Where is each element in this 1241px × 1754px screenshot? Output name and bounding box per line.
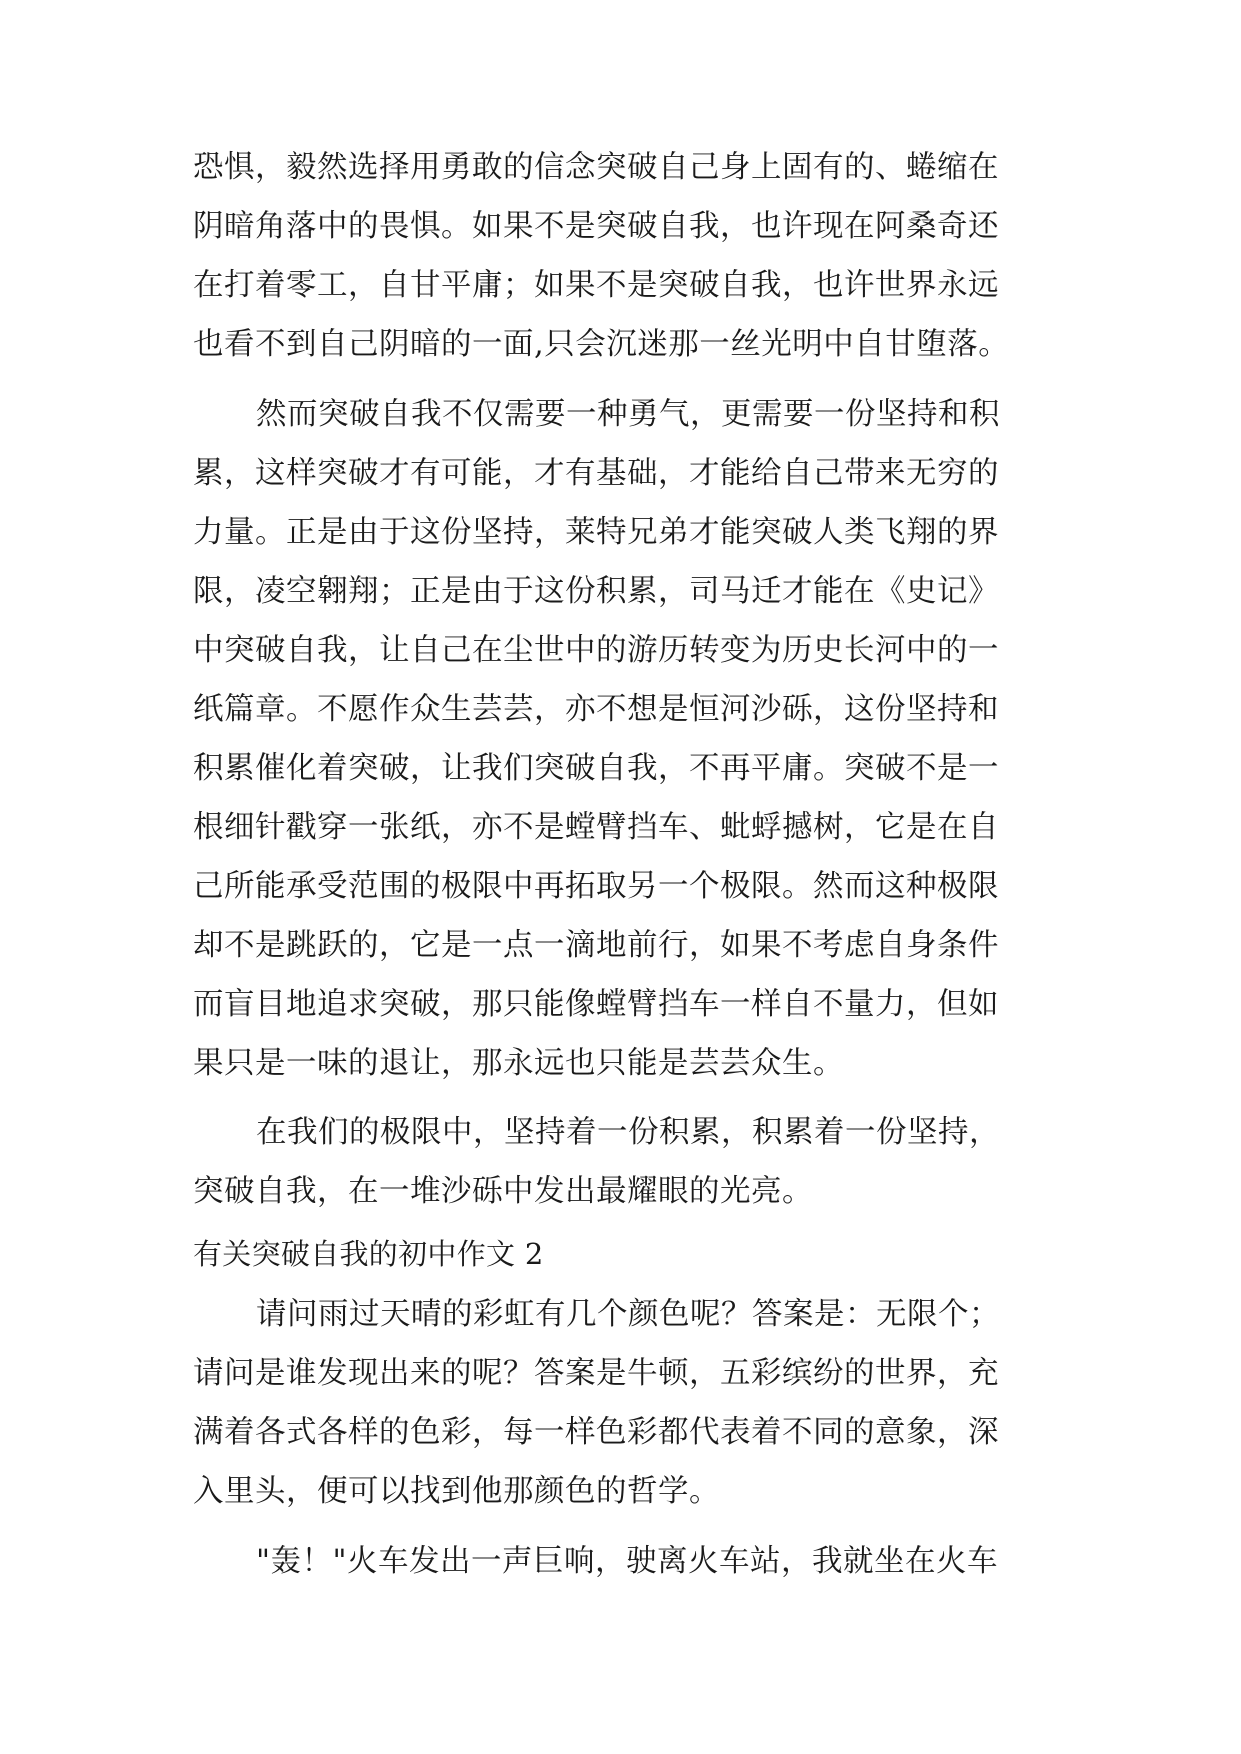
paragraph-first-line: 然而突破自我不仅需要一种勇气，更需要一份坚持和积: [256, 397, 1000, 432]
text-line: 己所能承受范围的极限中再拓取另一个极限。然而这种极限: [193, 869, 999, 904]
text-line: 累，这样突破才有可能，才有基础，才能给自己带来无穷的: [193, 456, 999, 491]
text-line: 根细针戳穿一张纸，亦不是螳臂挡车、蚍蜉撼树，它是在自: [193, 810, 999, 845]
paragraph-first-line: 在我们的极限中，坚持着一份积累，积累着一份坚持，: [256, 1115, 1000, 1150]
text-line: 而盲目地追求突破，那只能像螳臂挡车一样自不量力，但如: [193, 987, 999, 1022]
text-line: 阴暗角落中的畏惧。如果不是突破自我，也许现在阿桑奇还: [193, 209, 999, 244]
text-line: 果只是一味的退让，那永远也只能是芸芸众生。: [193, 1046, 844, 1081]
text-line: 在打着零工，自甘平庸；如果不是突破自我，也许世界永远: [193, 268, 999, 303]
text-line: 满着各式各样的色彩，每一样色彩都代表着不同的意象，深: [193, 1415, 999, 1450]
text-line: 请问是谁发现出来的呢？答案是牛顿，五彩缤纷的世界，充: [193, 1356, 999, 1391]
text-line: 纸篇章。不愿作众生芸芸，亦不想是恒河沙砾，这份坚持和: [193, 692, 999, 727]
text-line: 入里头，便可以找到他那颜色的哲学。: [193, 1474, 720, 1509]
paragraph-first-line: 请问雨过天晴的彩虹有几个颜色呢？答案是：无限个；: [256, 1297, 1000, 1332]
text-line: 也看不到自己阴暗的一面,只会沉迷那一丝光明中自甘堕落。: [193, 327, 1010, 362]
text-line: 突破自我，在一堆沙砾中发出最耀眼的光亮。: [193, 1174, 813, 1209]
section-heading: 有关突破自我的初中作文 2: [193, 1237, 544, 1271]
text-line: 积累催化着突破，让我们突破自我，不再平庸。突破不是一: [193, 751, 999, 786]
text-line: 却不是跳跃的，它是一点一滴地前行，如果不考虑自身条件: [193, 928, 999, 963]
text-line: 限，凌空翱翔；正是由于这份积累，司马迁才能在《史记》: [193, 574, 999, 609]
text-line: 力量。正是由于这份坚持，莱特兄弟才能突破人类飞翔的界: [193, 515, 999, 550]
text-line: 中突破自我，让自己在尘世中的游历转变为历史长河中的一: [193, 633, 999, 668]
paragraph-first-line: "轰！"火车发出一声巨响，驶离火车站，我就坐在火车: [256, 1544, 999, 1579]
text-line: 恐惧，毅然选择用勇敢的信念突破自己身上固有的、蜷缩在: [193, 150, 999, 185]
